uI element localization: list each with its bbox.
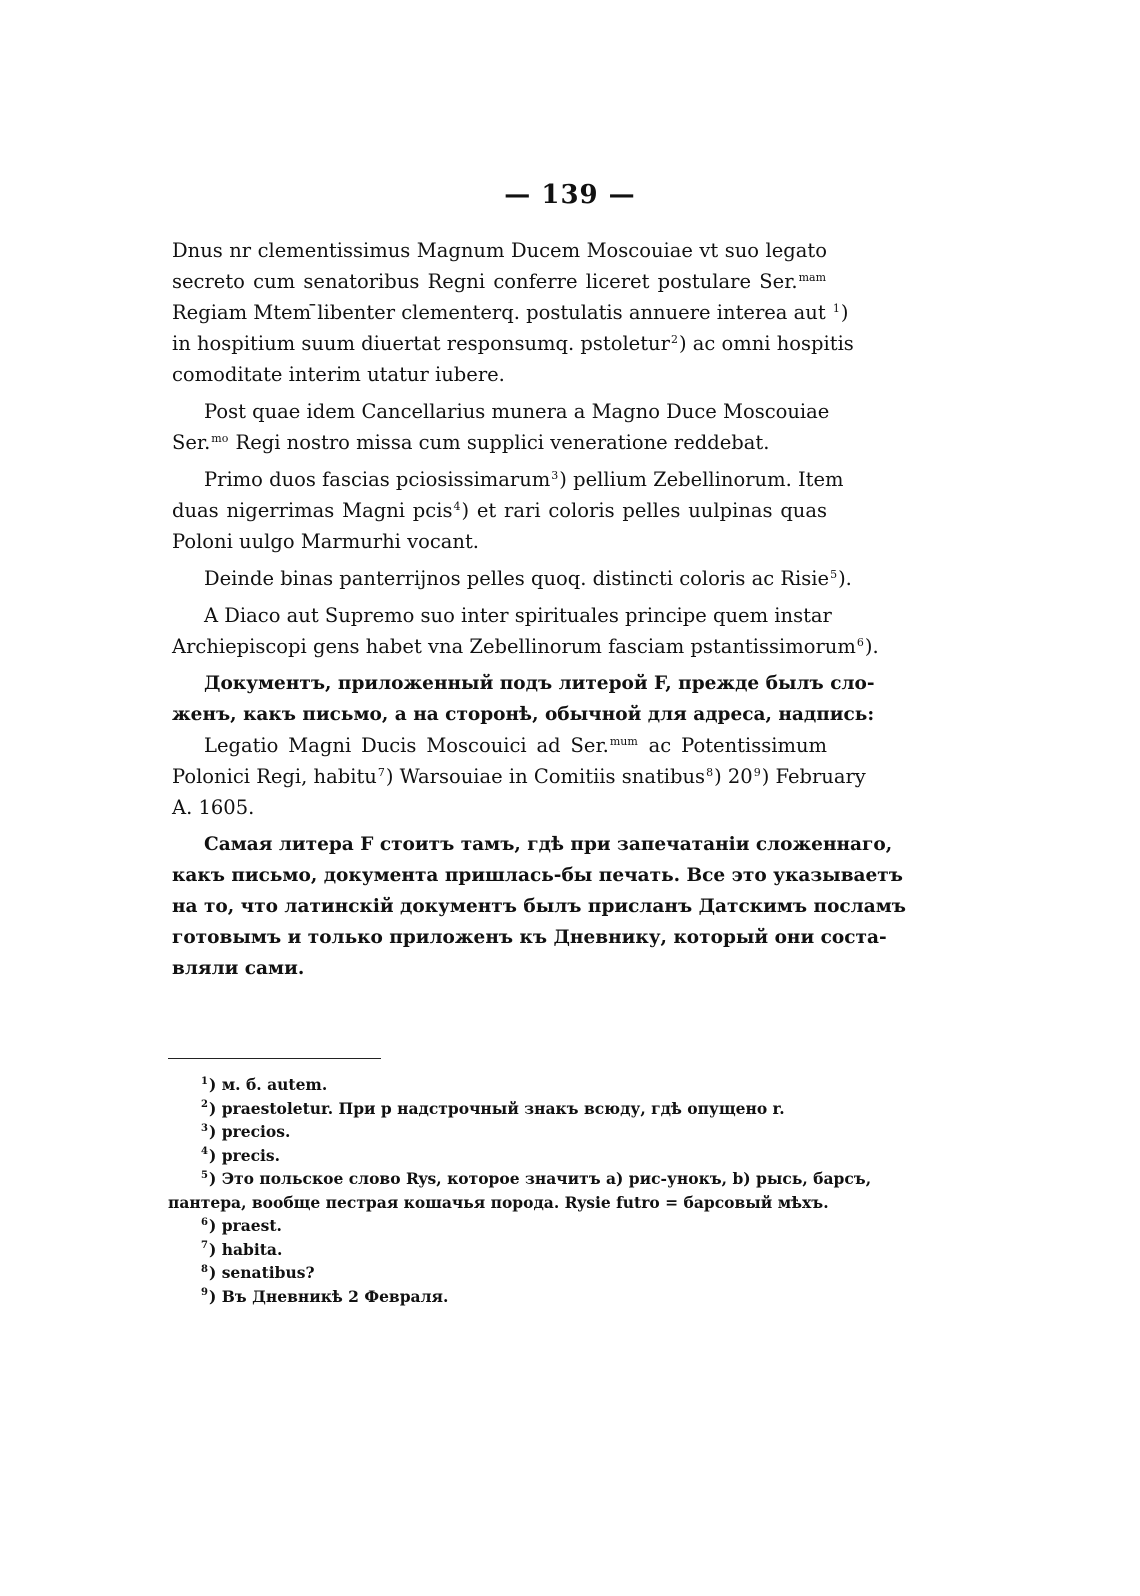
footnote-continuation: пантера, вообще пестрая кошачья порода. Rysie futro = барсовый мѣхъ. xyxy=(168,1192,829,1212)
footnote: $^6$) praest. xyxy=(201,1216,282,1235)
footnote: $^3$) precios. xyxy=(201,1122,291,1141)
text-line: вляли сами. xyxy=(172,958,305,979)
text-line: Ser.$^{mo}$ Regi nostro missa cum supplici veneratione reddebat. xyxy=(172,431,770,454)
page-number: — 139 — xyxy=(504,180,636,210)
text-line: Regiam Mtem ̄libenter clementerq. postulatis annuere interea aut $^1$) xyxy=(172,301,849,324)
text-line: Документъ, приложенный подъ литерой F, прежде былъ сло- xyxy=(204,673,875,694)
footnote: $^2$) praestoletur. При p надстрочный знакъ всюду, гдѣ опущено r. xyxy=(201,1098,785,1118)
footnote-ref: 5 xyxy=(830,567,838,581)
text-line: A. 1605. xyxy=(172,796,255,819)
text-line: Polonici Regi, habitu$^7$) Warsouiae in Comitiis snatibus$^8$) $20^9$) February xyxy=(172,765,866,788)
text-line: женъ, какъ письмо, а на сторонѣ, обычной для адреса, надпись: xyxy=(172,704,875,725)
text-line: Legatio Magni Ducis Moscouici ad Ser.$^{mum}$ ac Potentissimum xyxy=(204,734,827,757)
superscript: mum xyxy=(609,734,638,748)
text-line: Dnus nr clementissimus Magnum Ducem Moscouiae vt suo legato xyxy=(172,239,827,262)
footnote: $^8$) senatibus? xyxy=(201,1263,315,1282)
superscript: mam xyxy=(798,270,826,284)
footnote: $^9$) Въ Дневникѣ 2 Февраля. xyxy=(201,1286,449,1306)
footnote-ref: 2 xyxy=(670,332,678,346)
text-line: A Diaco aut Supremo suo inter spirituales principe quem instar xyxy=(204,604,832,627)
footnote-divider xyxy=(168,1058,381,1059)
footnote: $^4$) precis. xyxy=(201,1145,281,1165)
text-line: in hospitium suum diuertat responsumq. pstoletur$^2$) ac omni hospitis xyxy=(172,332,854,355)
footnote-ref: 8 xyxy=(706,765,714,779)
text-line: Post quae idem Cancellarius munera a Magno Duce Moscouiae xyxy=(204,400,830,423)
footnote-ref: 7 xyxy=(377,765,385,779)
text-line: какъ письмо, документа пришлась-бы печать. Все это указываетъ xyxy=(172,865,903,886)
footnote-ref: 9 xyxy=(753,765,761,779)
footnote: $^5$) Это польское слово Rys, которое значитъ a) рис-унокъ, b) рысь, барсъ, xyxy=(201,1169,872,1188)
footnotes xyxy=(168,1073,872,1308)
text-line: duas nigerrimas Magni pcis$^4$) et rari coloris pelles uulpinas quas xyxy=(172,499,827,522)
text-line: Самая литера F стоитъ тамъ, гдѣ при запечатаніи сложеннаго, xyxy=(204,834,893,855)
footnote-ref: 1 xyxy=(832,301,840,315)
text-line: готовымъ и только приложенъ къ Дневнику, который они соста- xyxy=(172,927,887,948)
footnote-ref: 3 xyxy=(551,468,559,482)
main-text xyxy=(172,235,906,984)
text-line: comoditate interim utatur iubere. xyxy=(172,363,505,386)
footnote-ref: 4 xyxy=(453,499,461,513)
text-line: secreto cum senatoribus Regni conferre liceret postulare Ser.$^{mam}$ xyxy=(172,270,826,293)
text-line: на то, что латинскій документъ былъ присланъ Датскимъ посламъ xyxy=(172,896,906,917)
text-line: Deinde binas panterrijnos pelles quoq. distincti coloris ac Risie$^5$). xyxy=(204,567,852,590)
text-line: Primo duos fascias pciosissimarum$^3$) pellium Zebellinorum. Item xyxy=(204,468,844,491)
superscript: mo xyxy=(211,431,229,445)
text-line: Archiepiscopi gens habet vna Zebellinorum fasciam pstantissimorum$^6$). xyxy=(172,635,879,658)
footnote: $^1$) м. б. autem. xyxy=(201,1075,328,1094)
footnote-ref: 6 xyxy=(856,635,864,649)
text-line: Poloni uulgo Marmurhi vocant. xyxy=(172,530,479,553)
footnote: $^7$) habita. xyxy=(201,1239,283,1259)
